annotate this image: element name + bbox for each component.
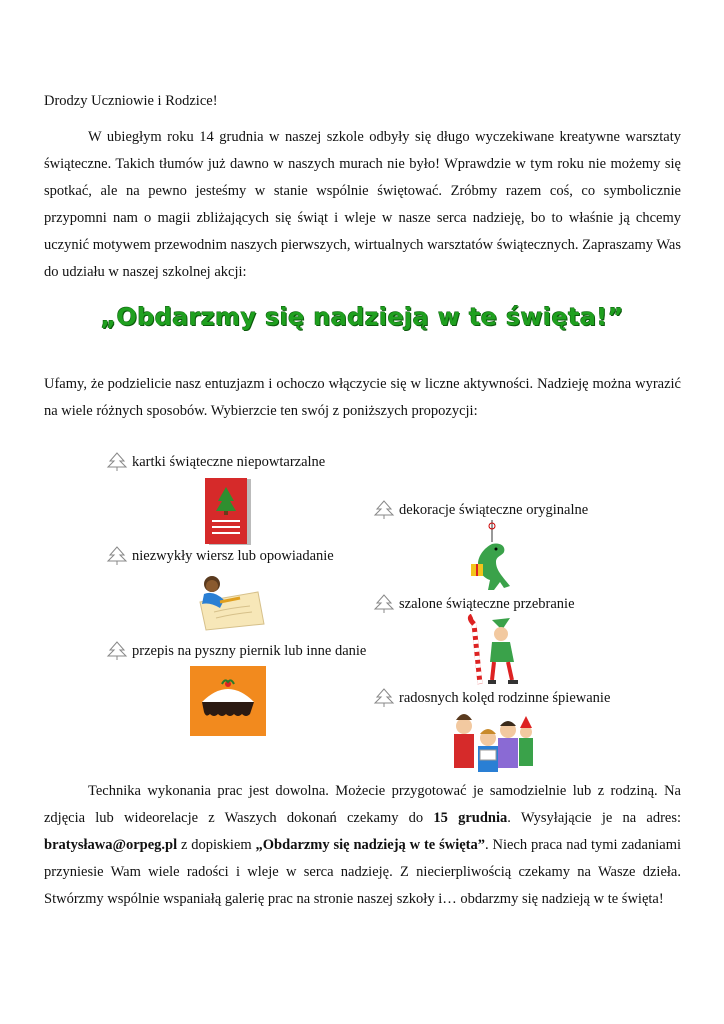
proposal-label: kartki świąteczne niepowtarzalne <box>132 453 326 470</box>
greeting: Drodzy Uczniowie i Rodzice! <box>44 93 218 109</box>
carol-singers-icon <box>446 704 536 776</box>
tree-bullet-icon <box>104 546 130 566</box>
proposal-label: radosnych kolęd rodzinne śpiewanie <box>399 689 611 706</box>
child-writing-icon <box>190 572 266 632</box>
closing-text-4: . Niech praca nad tymi zadaniami przyniesie Wam wiele radości i wleje w serca nadzieję. Z niecierpliwością czekamy na Wasze dzieła. Stwórzmy wspólnie wspaniałą galerię prac na stronie naszej szkoły i… obdarzmy się nadzieją w te święta! <box>44 837 682 907</box>
headline: „Obdarzmy się nadzieją w te święta!” <box>100 303 624 331</box>
tree-bullet-icon <box>371 688 397 708</box>
closing-text-2: . Wysyłającie je na adres: <box>507 810 682 826</box>
tree-bullet-icon <box>104 452 130 472</box>
proposal-label: szalone świąteczne przebranie <box>399 595 575 612</box>
christmas-card-icon <box>203 477 253 547</box>
tree-bullet-icon <box>371 594 397 614</box>
christmas-pudding-icon <box>190 666 266 736</box>
proposal-item-cards <box>104 452 325 472</box>
closing-text-1: Technika wykonania prac jest dowolna. Możecie przygotować je samodzielnie lub z rodziną. Na zdjęcia lub wideorelacje z Waszych dokonań czekamy do <box>44 783 681 826</box>
dinosaur-ornament-icon <box>466 520 522 596</box>
proposal-item-costume <box>371 594 575 614</box>
proposal-label: dekoracje świąteczne oryginalne <box>399 501 589 518</box>
deadline-date: 15 grudnia <box>433 810 508 826</box>
proposals-intro-paragraph: Ufamy, że podzielicie nasz entuzjazm i ochoczo włączycie się w liczne aktywności. Nadzieję można wyrazić na wiele różnych sposobów. Wybierzcie ten swój z poniższych propozycji: <box>44 376 681 419</box>
proposal-item-poem <box>104 546 334 566</box>
email-address: bratysława@orpeg.pl <box>44 837 178 853</box>
intro-paragraph: W ubiegłym roku 14 grudnia w naszej szkole odbyły się długo wyczekiwane kreatywne warsztaty świąteczne. Takich tłumów już dawno w naszych murach nie było! Wprawdzie w tym roku nie możemy się spotkać, ale na pewno jesteśmy w stanie wspólnie świętować. Zróbmy razem coś, co symbolicznie przypomni nam o magii zbliżających się świąt i wleje w nasze serca nadzieję, bo to właśnie ją chcemy uczynić motywem przewodnim naszych pierwszych, wirtualnych warsztatów świątecznych. Zapraszamy Was do udziału w naszej szkolnej akcji: <box>44 129 681 280</box>
proposal-label: przepis na pyszny piernik lub inne danie <box>132 642 367 659</box>
elf-costume-icon <box>462 614 526 688</box>
proposal-item-decorations <box>371 500 588 520</box>
proposal-label: niezwykły wiersz lub opowiadanie <box>132 547 334 564</box>
email-subject: „Obdarzmy się nadzieją w te święta” <box>255 837 486 853</box>
closing-text-3: z dopiskiem <box>177 837 256 853</box>
proposal-item-recipe <box>104 641 366 661</box>
tree-bullet-icon <box>371 500 397 520</box>
tree-bullet-icon <box>104 641 130 661</box>
closing-paragraph <box>44 778 681 913</box>
